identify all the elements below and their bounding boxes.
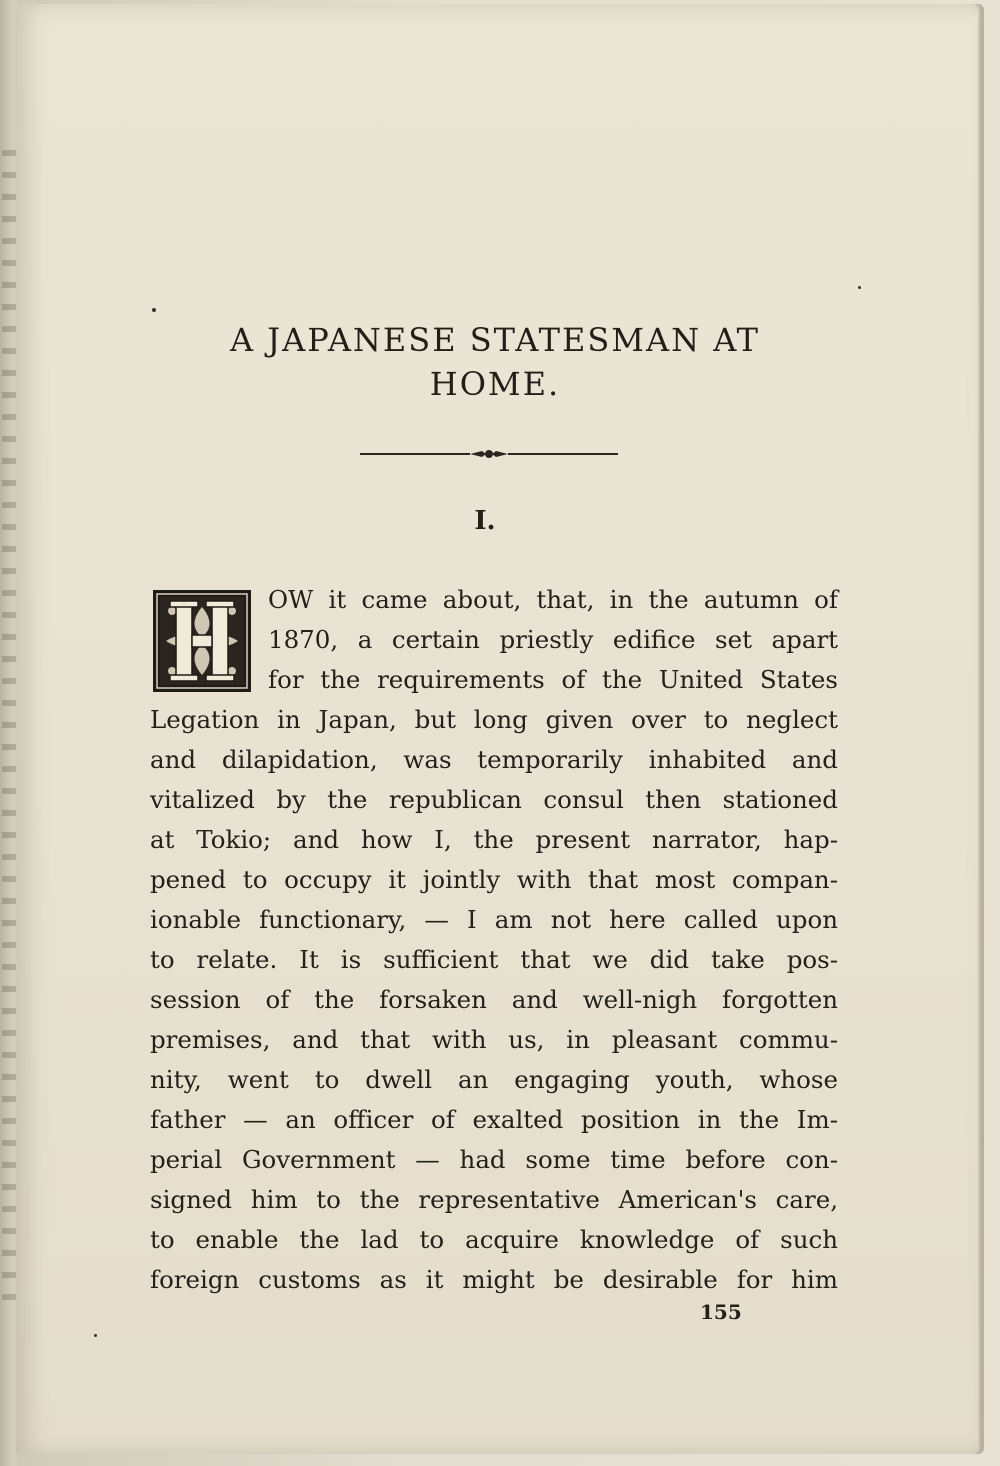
body-line: foreign customs as it might be desirable for him (150, 1265, 838, 1294)
paper-speck (94, 1334, 97, 1337)
body-line: vitalized by the republican consul then stationed (150, 785, 838, 814)
body-line: to relate. It is sufficient that we did take pos- (150, 945, 838, 974)
body-line: at Tokio; and how I, the present narrator, hap- (150, 825, 838, 854)
body-line: signed him to the representative American's care, (150, 1185, 838, 1214)
title-line: A JAPANESE STATESMAN AT (230, 321, 760, 359)
body-line: pened to occupy it jointly with that most compan- (150, 865, 838, 894)
chapter-title (150, 318, 840, 406)
title-line: HOME. (429, 365, 561, 403)
ornament-rule-icon (360, 446, 618, 462)
body-line: nity, went to dwell an engaging youth, whose (150, 1065, 838, 1094)
body-line: Legation in Japan, but long given over to neglect (150, 705, 838, 734)
body-line: session of the forsaken and well-nigh forgotten (150, 985, 838, 1014)
page-number: 155 (700, 1300, 742, 1324)
body-line: to enable the lad to acquire knowledge of such (150, 1225, 838, 1254)
chapter-number: I. (474, 506, 496, 536)
body-line: perial Government — had some time before con- (150, 1145, 838, 1174)
paper-speck (152, 308, 156, 312)
paper-speck (858, 286, 861, 289)
body-line: OW it came about, that, in the autumn of (268, 585, 838, 614)
svg-text:H: H (201, 651, 203, 652)
body-line: father — an officer of exalted position in the Im- (150, 1105, 838, 1134)
body-paragraph (150, 580, 838, 1300)
body-line: and dilapidation, was temporarily inhabited and (150, 745, 838, 774)
body-line: ionable functionary, — I am not here called upon (150, 905, 838, 934)
body-line: premises, and that with us, in pleasant commu- (150, 1025, 838, 1054)
body-line: 1870, a certain priestly edifice set apart (268, 625, 838, 654)
body-line: for the requirements of the United States (268, 665, 838, 694)
